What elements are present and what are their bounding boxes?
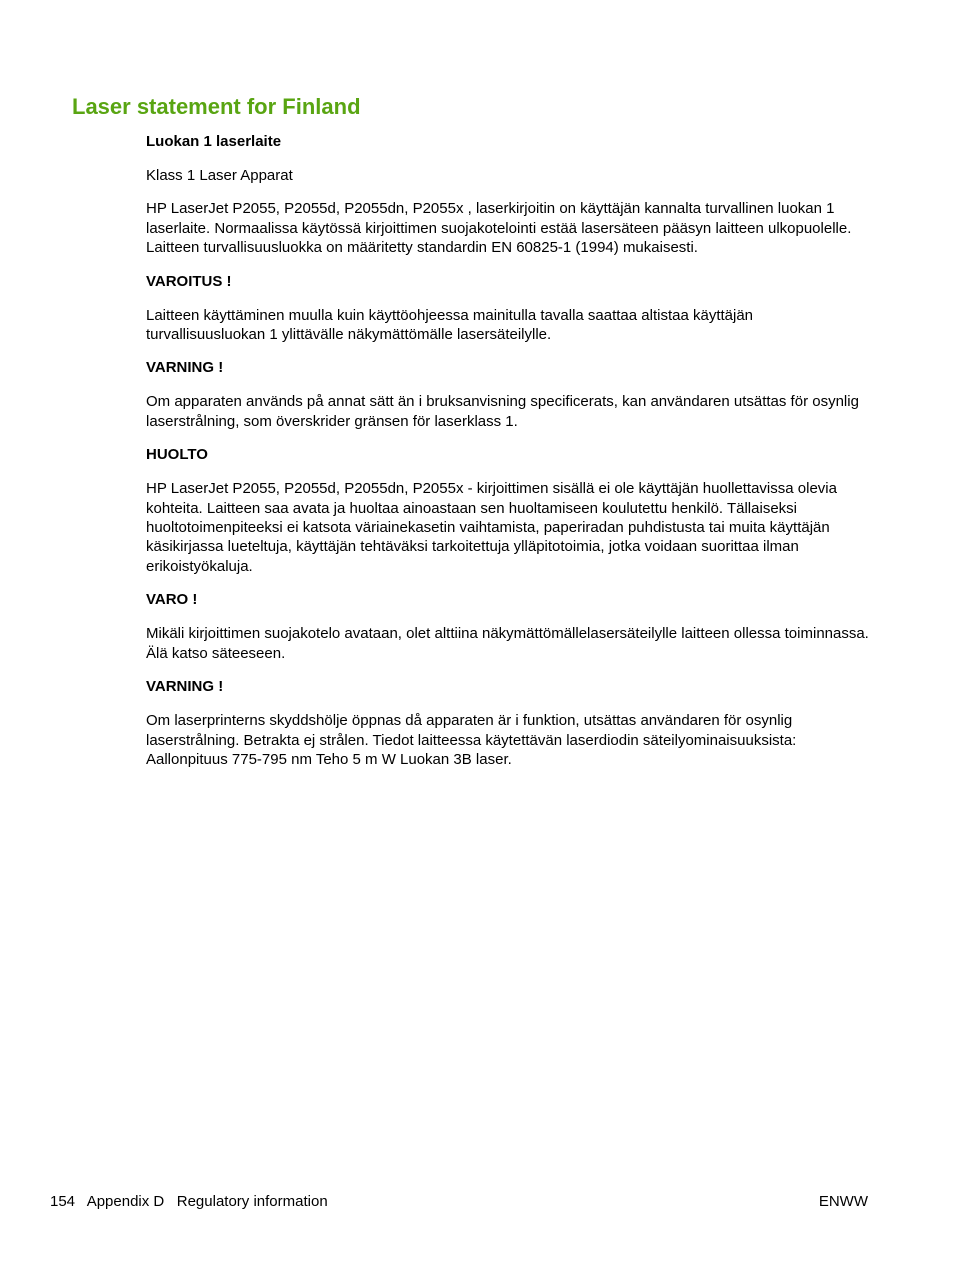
paragraph: Laitteen käyttäminen muulla kuin käyttöohjeessa mainitulla tavalla saattaa altistaa käyttäjän turvallisuusluokan 1 ylittävälle näkymättömälle lasersäteilylle. [146, 306, 754, 344]
section-label: Luokan 1 laserlaite [146, 133, 282, 150]
page-title: Laser statement for Finland [72, 94, 361, 119]
section-label: VAROITUS ! [146, 272, 232, 290]
paragraph: Om laserprinterns skyddshölje öppnas då apparaten är i funktion, utsättas användaren för osynlig laserstrålning. Betrakta ej strålen. Tiedot laitteessa käytettävän laserdiodin säteilyominaisuuksista: Aallonpituus 775-795 nm Teho 5 m W Luokan 3B laser. [146, 712, 797, 768]
paragraph: Om apparaten används på annat sätt än i bruksanvisning specificerats, kan användaren utsättas för osynlig laserstrålning, som överskrider gränsen för laserklass 1. [146, 393, 859, 430]
paragraph: Mikäli kirjoittimen suojakotelo avataan, olet alttiina näkymättömällelasersäteilylle laitteen ollessa toiminnassa. Älä katso säteeseen. [146, 625, 869, 662]
page-footer [50, 1192, 868, 1212]
footer-code: ENWW [818, 1193, 868, 1210]
paragraph: HP LaserJet P2055, P2055d, P2055dn, P2055x - kirjoittimen sisällä ei ole käyttäjän huollettavissa olevia kohteita. Laitteen saa avata ja huoltaa ainoastaan sen huoltamiseen koulutettu henkilö. Tällaiseksi huoltotoimenpiteeksi ei katsota väriainekasetin vaihtamista, paperiradan puhdistusta tai muita käyttäjän käsikirjassa lueteltuja, käyttäjän tehtäväksi tarkoitettuja ylläpitotoimia, jotka voidaan suorittaa ilman erikoistyökaluja. [146, 480, 837, 575]
footer-page-info: 154 Appendix D Regulatory information [50, 1193, 328, 1210]
section-label: VARNING ! [146, 678, 224, 696]
section-label: HUOLTO [146, 446, 208, 464]
statement-body [146, 132, 870, 783]
paragraph: HP LaserJet P2055, P2055d, P2055dn, P2055x , laserkirjoitin on käyttäjän kannalta turvallinen luokan 1 laserlaite. Normaalissa käytössä kirjoittimen suojakotelointi estää lasersäteen pääsyn laitteen ulkopuolelle. Laitteen turvallisuusluokka on määritetty standardin EN 60825-1 (1994) mukaisesti. [146, 200, 852, 257]
section-label: VARNING ! [146, 359, 224, 377]
section-label: VARO ! [146, 591, 198, 609]
paragraph: Klass 1 Laser Apparat [146, 167, 293, 184]
